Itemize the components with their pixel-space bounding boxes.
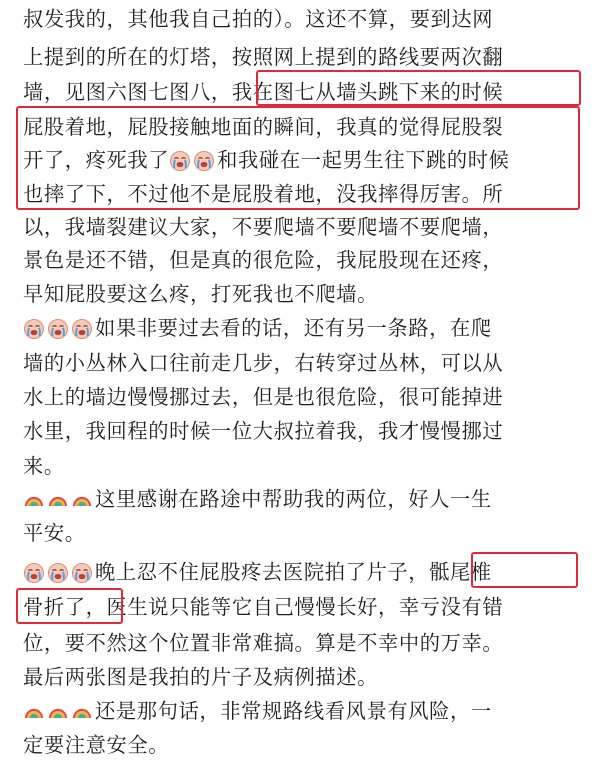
rainbow-icon	[71, 488, 93, 510]
rainbow-icon	[47, 700, 69, 722]
post-line	[23, 145, 510, 175]
crying-face-icon	[193, 149, 215, 171]
line-text: 最后两张图是我拍的片子及病例描述。	[23, 665, 378, 689]
line-text: 屁股着地，屁股接触地面的瞬间，我真的觉得屁股裂	[23, 115, 504, 139]
line-text: 骨折了，医生说只能等它自己慢慢长好，幸亏没有错	[23, 595, 504, 619]
post-line	[23, 245, 503, 275]
post-line	[23, 4, 493, 34]
post-line	[23, 730, 169, 760]
post-line	[23, 696, 492, 726]
post-line	[23, 592, 503, 622]
post-line	[23, 557, 492, 587]
post-line	[23, 451, 65, 481]
post-line	[23, 77, 503, 107]
post-line	[23, 42, 503, 72]
line-text: 水里，我回程的时候一位大叔拉着我，我才慢慢挪过	[23, 419, 504, 443]
post-line	[23, 484, 492, 514]
line-text: 水上的墙边慢慢挪过去，但是也很危险，很可能掉进	[23, 385, 504, 409]
line-text: 上提到的所在的灯塔，按照网上提到的路线要两次翻	[23, 45, 504, 69]
crying-face-icon	[71, 561, 93, 583]
line-text: 和我碰在一起男生往下跳的时候	[217, 148, 510, 172]
post-line	[23, 279, 378, 309]
crying-face-icon	[169, 149, 191, 171]
post-line	[23, 518, 86, 548]
line-text: 开了，疼死我了	[23, 148, 170, 172]
line-text: 如果非要过去看的话，还有另一条路，在爬	[95, 316, 492, 340]
line-text: 墙，见图六图七图八，我在图七从墙头跳下来的时候	[23, 80, 504, 104]
line-text: 早知屁股要这么疼，打死我也不爬墙。	[23, 282, 378, 306]
crying-face-icon	[23, 317, 45, 339]
post-line	[23, 662, 378, 692]
line-text: 叔发我的，其他我自己拍的）。这还不算，要到达网	[23, 7, 494, 31]
line-text: 景色是还不错，但是真的很危险，我屁股现在还疼，	[23, 248, 504, 272]
post-line	[23, 179, 503, 209]
crying-face-icon	[23, 561, 45, 583]
post-line	[23, 628, 503, 658]
line-text: 平安。	[23, 521, 86, 545]
crying-face-icon	[47, 317, 69, 339]
line-text: 这里感谢在路途中帮助我的两位，好人一生	[95, 487, 492, 511]
crying-face-icon	[71, 317, 93, 339]
post-line	[23, 348, 503, 378]
post-line	[23, 382, 503, 412]
rainbow-icon	[47, 488, 69, 510]
line-text: 以，我墙裂建议大家，不要爬墙不要爬墙不要爬墙，	[23, 215, 504, 239]
line-text: 也摔了下，不过他不是屁股着地，没我摔得厉害。所	[23, 182, 504, 206]
post-line	[23, 313, 492, 343]
line-text: 定要注意安全。	[23, 733, 170, 757]
rainbow-icon	[23, 488, 45, 510]
line-text: 来。	[23, 454, 65, 478]
post-line	[23, 112, 503, 142]
crying-face-icon	[47, 561, 69, 583]
line-text: 还是那句话，非常规路线看风景有风险，一	[95, 699, 492, 723]
line-text: 晚上忍不住屁股疼去医院拍了片子，骶尾椎	[95, 560, 492, 584]
rainbow-icon	[71, 700, 93, 722]
rainbow-icon	[23, 700, 45, 722]
post-line	[23, 212, 503, 242]
line-text: 位，要不然这个位置非常难搞。算是不幸中的万幸。	[23, 631, 504, 655]
line-text: 墙的小丛林入口往前走几步，右转穿过丛林，可以从	[23, 351, 504, 375]
post-line	[23, 416, 503, 446]
